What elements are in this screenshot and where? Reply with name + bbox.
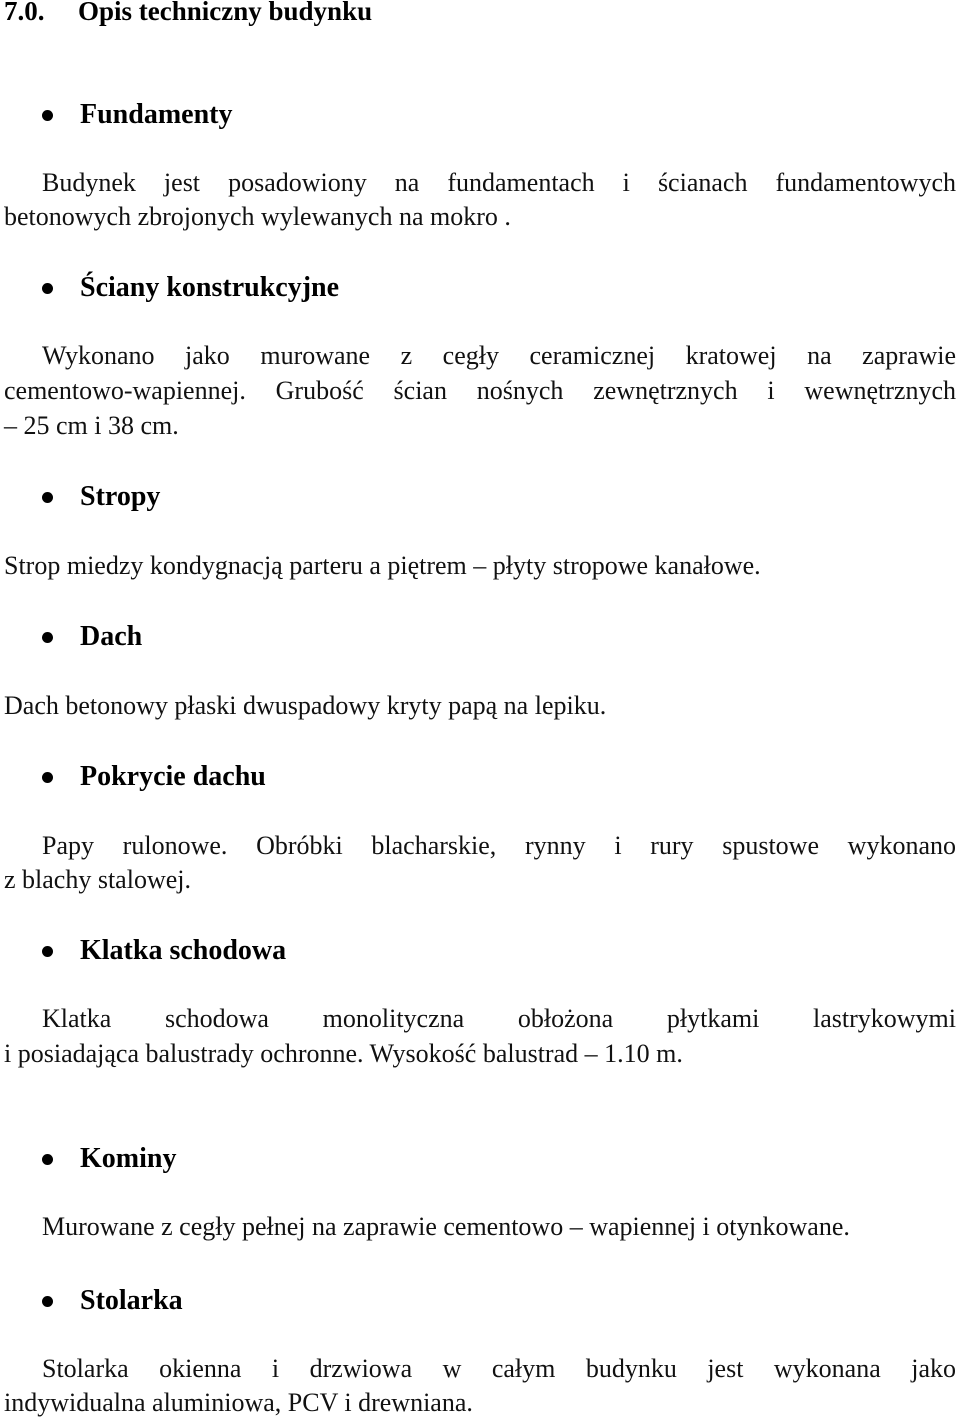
- paragraph-line: Papy rulonowe. Obróbki blacharskie, rynny i rury spustowe wykonano: [42, 831, 956, 860]
- heading-dach: Dach: [0, 620, 960, 654]
- heading-klatka-schodowa: Klatka schodowa: [0, 934, 960, 968]
- bullet-icon: [42, 110, 53, 121]
- heading-fundamenty: Fundamenty: [0, 98, 960, 132]
- document-title: [4, 0, 372, 28]
- paragraph-line: Wykonano jako murowane z cegły ceramicznej kratowej na zaprawie: [42, 341, 956, 370]
- bullet-icon: [42, 1154, 53, 1165]
- paragraph-line: Stolarka okienna i drzwiowa w całym budynku jest wykonana jako: [42, 1354, 956, 1383]
- paragraph-line: cementowo-wapiennej. Grubość ścian nośnych zewnętrznych i wewnętrznych: [4, 376, 956, 405]
- paragraph-line: i posiadająca balustrady ochronne. Wysokość balustrad – 1.10 m.: [4, 1039, 683, 1068]
- paragraph-line: – 25 cm i 38 cm.: [4, 411, 179, 440]
- paragraph-line: Dach betonowy płaski dwuspadowy kryty papą na lepiku.: [4, 691, 607, 720]
- heading-stropy: Stropy: [0, 480, 960, 514]
- paragraph-line: indywidualna aluminiowa, PCV i drewniana.: [4, 1388, 473, 1417]
- paragraph-line: Budynek jest posadowiony na fundamentach i ścianach fundamentowych: [42, 168, 956, 197]
- bullet-icon: [42, 946, 53, 957]
- title-number: 7.0.: [4, 0, 45, 26]
- bullet-icon: [42, 632, 53, 643]
- paragraph-line: Murowane z cegły pełnej na zaprawie cementowo – wapiennej i otynkowane.: [42, 1212, 850, 1241]
- bullet-icon: [42, 492, 53, 503]
- paragraph-line: Klatka schodowa monolityczna obłożona płytkami lastrykowymi: [42, 1004, 956, 1033]
- title-text: Opis techniczny budynku: [78, 0, 373, 26]
- bullet-icon: [42, 1296, 53, 1307]
- heading-stolarka: Stolarka: [0, 1284, 960, 1318]
- heading-pokrycie-dachu: Pokrycie dachu: [0, 760, 960, 794]
- paragraph-line: Strop miedzy kondygnacją parteru a piętrem – płyty stropowe kanałowe.: [4, 551, 761, 580]
- heading-kominy: Kominy: [0, 1142, 960, 1176]
- paragraph-line: z blachy stalowej.: [4, 865, 191, 894]
- bullet-icon: [42, 772, 53, 783]
- paragraph-line: betonowych zbrojonych wylewanych na mokro .: [4, 202, 511, 231]
- heading-sciany-konstrukcyjne: Ściany konstrukcyjne: [0, 271, 960, 305]
- bullet-icon: [42, 283, 53, 294]
